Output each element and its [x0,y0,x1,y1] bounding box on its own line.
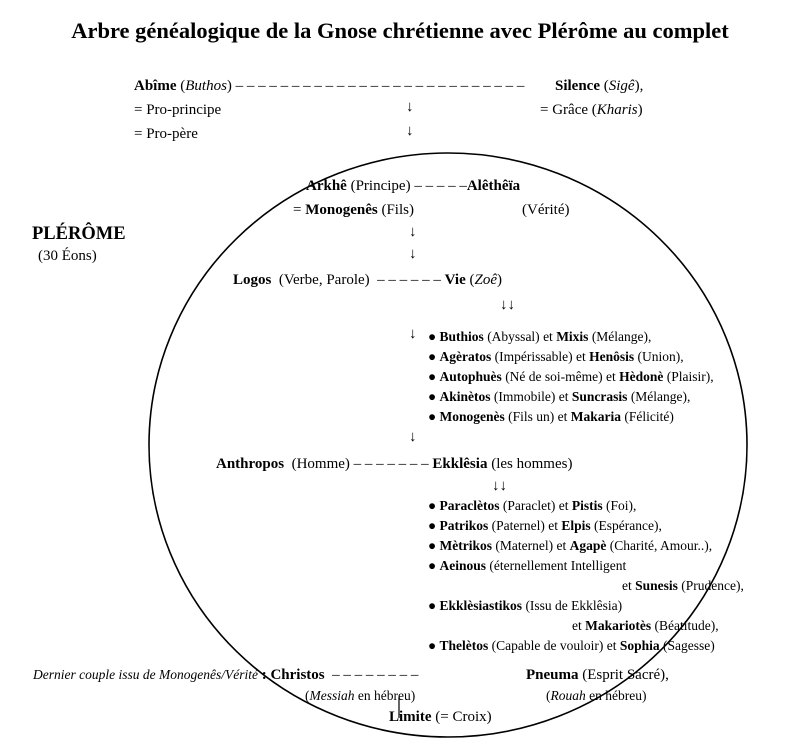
aletheia-name: Alêthêïa [466,178,521,194]
double-arrow-down-icon: ↓↓ [500,297,515,313]
bullet-icon: ● [428,389,437,404]
eon-name: Patrikos [439,518,489,533]
bullet-icon: ● [428,498,437,513]
eon-name: Mètrikos [439,538,493,553]
christos-row [33,666,418,684]
grace-text: = Grâce [540,102,589,118]
grace-row: = Grâce (Kharis) [540,102,643,118]
ekklesia-gloss: (les hommes) [491,456,573,472]
bullet-icon: ● [428,598,437,613]
rouah-row: (Rouah en hébreu) [546,688,647,703]
anthropos-name: Anthropos [216,456,285,472]
christos-dashes: – – – – – – – – [332,667,419,683]
eon-partner-gloss: (Sagesse) [663,638,715,653]
eon-partner-row [622,577,744,595]
eon-partner-name: Pistis [571,498,603,513]
eon-name: Buthios [439,329,484,344]
bullet-icon: ● [428,518,437,533]
eon-partner-gloss: (Prudence), [681,578,744,593]
et-label: et [543,329,553,344]
arkhe-gloss: (Principe) [350,178,411,194]
monogenes-row [293,201,414,219]
eon-partner-gloss: (Plaisir), [666,369,714,384]
eon-partner-name: Mixis [556,329,589,344]
et-label: et [572,618,582,633]
eon-name: Autophuès [439,369,502,384]
eon-pair-row [428,408,674,426]
silence-row: Silence (Sigê), [555,78,644,94]
anthropos-dashes: – – – – – – – [353,456,429,472]
eon-partner-gloss: (Charité, Amour..), [609,538,713,553]
eon-partner-gloss: (Félicité) [624,409,674,424]
logos-dashes: – – – – – – [377,272,441,288]
pneuma-gloss: (Esprit Sacré), [582,667,669,683]
eon-partner-name: Sophia [619,638,660,653]
logos-gloss: (Verbe, Parole) [278,272,370,288]
limite-row [389,708,492,726]
et-label: et [558,389,569,404]
eon-partner-name: Elpis [561,518,591,533]
et-label: et [606,369,616,384]
vie-name: Vie [444,272,466,288]
ekklesia-name: Ekklêsia [432,456,488,472]
hebreu-1: en hébreu) [357,688,416,703]
christos-name: Christos [270,667,325,683]
eon-partner-gloss: (Espérance), [594,518,662,533]
bullet-icon: ● [428,538,437,553]
eon-gloss: (Maternel) [495,538,554,553]
logos-row: Logos (Verbe, Parole) – – – – – – Vie (Zoê) [233,272,502,288]
eon-name: Akinètos [439,389,491,404]
buthos-name: Buthos [185,78,227,94]
pneuma-name: Pneuma [526,667,579,683]
double-arrow-down-icon: ↓↓ [492,478,507,494]
eon-gloss: (Abyssal) [487,329,540,344]
arrow-down-icon: ↓ [409,224,417,240]
pleroma-sub: (30 Éons) [38,248,97,264]
hebreu-2: en hébreu) [589,688,647,703]
eon-partner-name: Makariotès [585,618,652,633]
arrow-down-icon: ↓ [406,99,414,115]
et-label: et [556,538,567,553]
eon-gloss: (Capable de vouloir) [491,638,604,653]
eon-partner-name: Sunesis [635,578,678,593]
eon-name: Monogenès [439,409,505,424]
bullet-icon: ● [428,329,437,344]
eon-partner-gloss: (Foi), [606,498,637,513]
monogenes-prefix: = [293,202,306,218]
eon-partner-name: Agapè [569,538,607,553]
monogenes-name: Monogenês [305,202,378,218]
proprincipe: = Pro-principe [134,102,222,118]
bullet-icon: ● [428,349,437,364]
arrow-down-icon: ↓ [409,429,417,445]
eon-gloss: (Issu de Ekklêsia) [525,598,623,613]
et-label: et [548,518,559,533]
arkhe-name: Arkhê [306,178,347,194]
eon-name: Thelètos [439,638,489,653]
eon-gloss: (Paternel) [491,518,545,533]
zoe-name: Zoê [474,272,497,288]
arkhe-row [306,177,520,195]
rouah-name: Rouah [550,688,586,703]
eon-gloss: (Paraclet) [502,498,556,513]
last-couple-note: Dernier couple issu de Monogenês/Vérité [33,667,258,682]
eon-partner-name: Hèdonè [619,369,664,384]
anthropos-row [216,455,572,473]
eon-partner-row [572,617,719,635]
et-label: et [558,498,569,513]
messiah-name: Messiah [309,688,355,703]
bullet-icon: ● [428,638,437,653]
eon-partner-gloss: (Mélange), [630,389,691,404]
eon-partner-name: Henôsis [589,349,635,364]
eon-pair-row [428,368,714,386]
eon-pair-row [428,348,684,366]
eon-name: Paraclètos [439,498,500,513]
bullet-icon: ● [428,409,437,424]
eon-gloss: (éternellement Intelligent [489,558,627,573]
et-label: et [557,409,568,424]
bullet-icon: ● [428,558,437,573]
eon-partner-name: Makaria [570,409,622,424]
eon-gloss: (Né de soi-même) [505,369,603,384]
logos-name: Logos [233,272,272,288]
eon-partner-gloss: (Union), [637,349,684,364]
silence-name: Silence [555,78,600,94]
fils-gloss: (Fils) [381,202,414,218]
eon-gloss: (Impérissable) [494,349,573,364]
pleroma-label: PLÉRÔME [32,224,126,244]
bullet-icon: ● [428,369,437,384]
eon-gloss: (Fils un) [508,409,555,424]
et-label: et [575,349,586,364]
eon-name: Aeinous [439,558,487,573]
eon-pair-row [428,328,651,346]
eon-name: Agèratos [439,349,492,364]
abime-row: Abîme (Buthos) – – – – – – – – – – – – – – – – – – – – – – – – – – [134,78,525,94]
arrow-down-icon: ↓ [409,246,417,262]
eon-pair-row [428,597,622,615]
et-label: et [622,578,632,593]
eon-partner-gloss: (Mélange), [591,329,652,344]
eon-name: Ekklèsiastikos [439,598,523,613]
et-label: et [606,638,617,653]
eon-pair-row [428,537,712,555]
eon-gloss: (Immobile) [493,389,556,404]
pneuma-row [526,666,669,684]
croix-gloss: (= Croix) [435,709,492,725]
messiah-row: (Messiah en hébreu) [305,688,416,703]
colon: : [261,667,267,683]
abime-dashes: – – – – – – – – – – – – – – – – – – – – – – – – – – [235,78,525,94]
eon-pair-row [428,637,715,655]
anthropos-gloss: (Homme) [291,456,350,472]
arkhe-dashes: – – – – – [414,178,467,194]
kharis-name: Kharis [596,102,638,118]
eon-partner-gloss: (Béatitude), [654,618,719,633]
eon-pair-row [428,557,626,575]
eon-pair-row [428,517,662,535]
propere: = Pro-père [134,126,198,142]
eon-pair-row [428,388,690,406]
verite-gloss: (Vérité) [522,202,570,218]
eon-partner-name: Suncrasis [571,389,628,404]
sige-name: Sigê [608,78,635,94]
arrow-down-icon: ↓ [409,326,417,342]
page-title: Arbre généalogique de la Gnose chrétienne avec Plérôme au complet [71,18,729,43]
limite-name: Limite [389,709,432,725]
abime-name: Abîme [134,78,177,94]
arrow-down-icon: ↓ [406,123,414,139]
eon-pair-row [428,497,636,515]
